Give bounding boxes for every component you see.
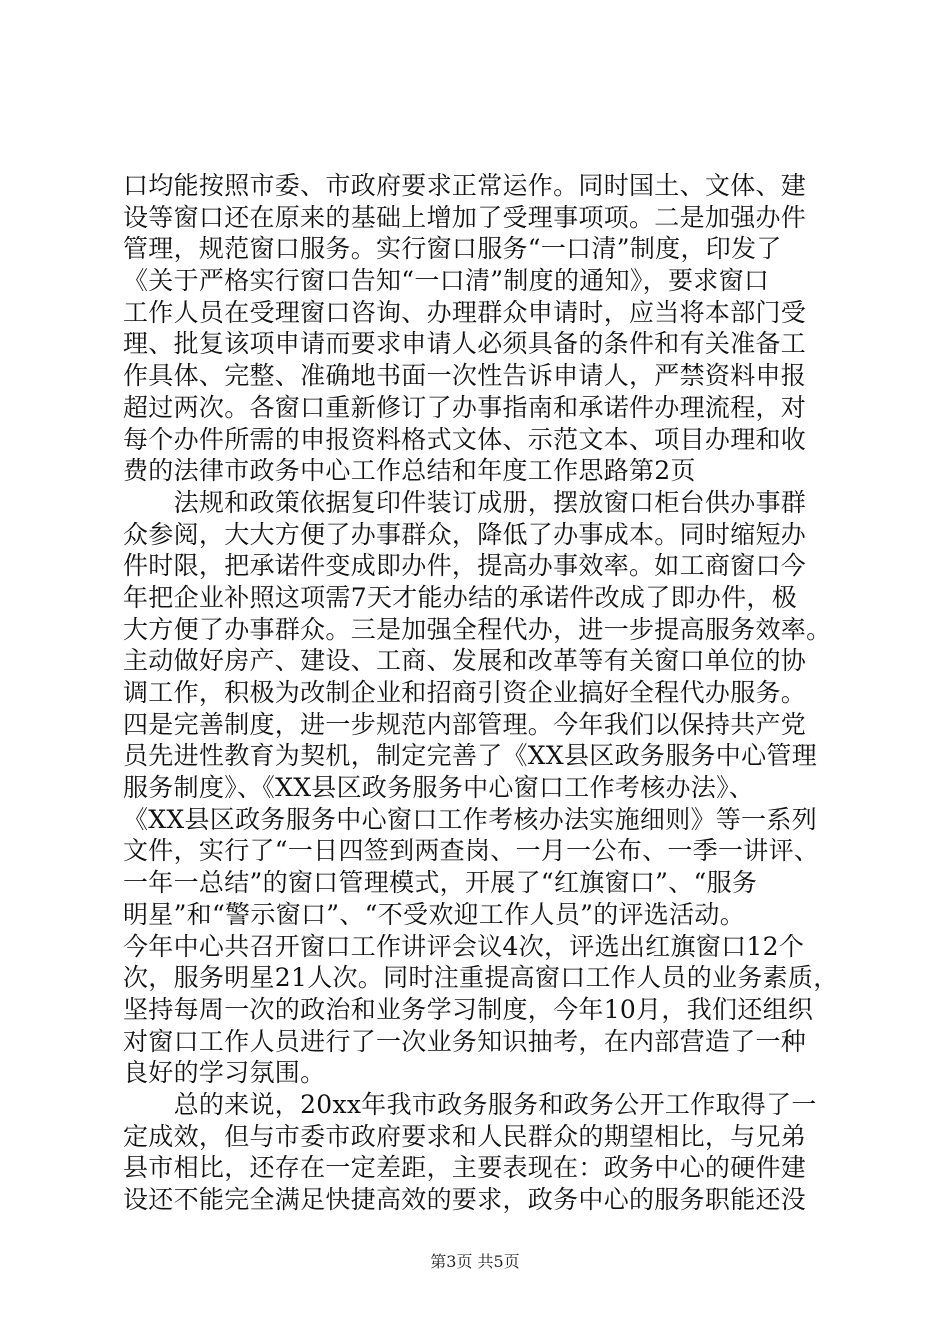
- text-line: 文件，实行了“一日四签到两查岗、一月一公布、一季一讲评、: [123, 836, 820, 866]
- text-line: 定成效，但与市委市政府要求和人民群众的期望相比，与兄弟: [123, 1121, 807, 1151]
- text-line: 四是完善制度，进一步规范内部管理。今年我们以保持共产党: [123, 709, 807, 739]
- text-line: 员先进性教育为契机，制定完善了《XX县区政务服务中心管理: [123, 741, 817, 771]
- text-line: 调工作，积极为改制企业和招商引资企业搞好全程代办服务。: [123, 678, 807, 707]
- text-line: 每个办件所需的申报资料格式文体、示范文本、项目办理和收: [123, 424, 807, 454]
- text-line: 主动做好房产、建设、工商、发展和改革等有关窗口单位的协: [123, 646, 807, 676]
- text-line: 对窗口工作人员进行了一次业务知识抽考，在内部营造了一种: [123, 1026, 807, 1056]
- text-line: 次，服务明星21人次。同时注重提高窗口工作人员的业务素质，: [123, 963, 839, 993]
- text-line: 费的法律市政务中心工作总结和年度工作思路第2页: [123, 456, 696, 486]
- page-footer: [0, 1252, 950, 1272]
- text-line: 口均能按照市委、市政府要求正常运作。同时国土、文体、建: [123, 171, 807, 200]
- text-line: 理、批复该项申请而要求申请人必须具备的条件和有关准备工: [123, 329, 807, 359]
- text-line: 法规和政策依据复印件装订成册，摆放窗口柜台供办事群: [123, 487, 807, 517]
- text-line: 众参阅，大大方便了办事群众，降低了办事成本。同时缩短办: [123, 519, 807, 549]
- text-line: 设等窗口还在原来的基础上增加了受理事项项。二是加强办件: [123, 202, 807, 232]
- text-line: 件时限，把承诺件变成即办件，提高办事效率。如工商窗口今: [123, 551, 807, 581]
- text-line: 大方便了办事群众。三是加强全程代办，进一步提高服务效率。: [123, 614, 832, 644]
- text-line: 作具体、完整、准确地书面一次性告诉申请人，严禁资料申报: [123, 361, 807, 391]
- text-line: 《关于严格实行窗口告知“一口清”制度的通知》，要求窗口: [123, 266, 770, 296]
- text-line: 服务制度》、《XX县区政务服务中心窗口工作考核办法》、: [123, 773, 755, 803]
- text-line: 今年中心共召开窗口工作讲评会议4次，评选出红旗窗口12个: [123, 931, 805, 961]
- text-line: 良好的学习氛围。: [123, 1058, 326, 1088]
- text-line: 一年一总结”的窗口管理模式，开展了“红旗窗口”、“服务: [123, 868, 758, 898]
- text-line: 明星”和“警示窗口”、“不受欢迎工作人员”的评选活动。: [123, 899, 746, 929]
- text-line: 年把企业补照这项需7天才能办结的承诺件改成了即办件，极: [123, 582, 798, 612]
- page-number: 第3页 共5页: [430, 1252, 520, 1271]
- text-line: 超过两次。各窗口重新修订了办事指南和承诺件办理流程，对: [123, 392, 807, 422]
- text-line: 管理，规范窗口服务。实行窗口服务“一口清”制度，印发了: [123, 234, 782, 264]
- text-line: 设还不能完全满足快捷高效的要求，政务中心的服务职能还没: [123, 1185, 807, 1214]
- text-line: 工作人员在受理窗口咨询、办理群众申请时，应当将本部门受: [123, 297, 807, 327]
- text-line: 《XX县区政务服务中心窗口工作考核办法实施细则》等一系列: [123, 804, 817, 834]
- text-line: 县市相比，还存在一定差距，主要表现在：政务中心的硬件建: [123, 1153, 807, 1183]
- text-line: 坚持每周一次的政治和业务学习制度，今年10月，我们还组织: [123, 994, 814, 1024]
- document-body: [123, 170, 843, 1216]
- text-line: 总的来说，20xx年我市政务服务和政务公开工作取得了一: [123, 1089, 817, 1119]
